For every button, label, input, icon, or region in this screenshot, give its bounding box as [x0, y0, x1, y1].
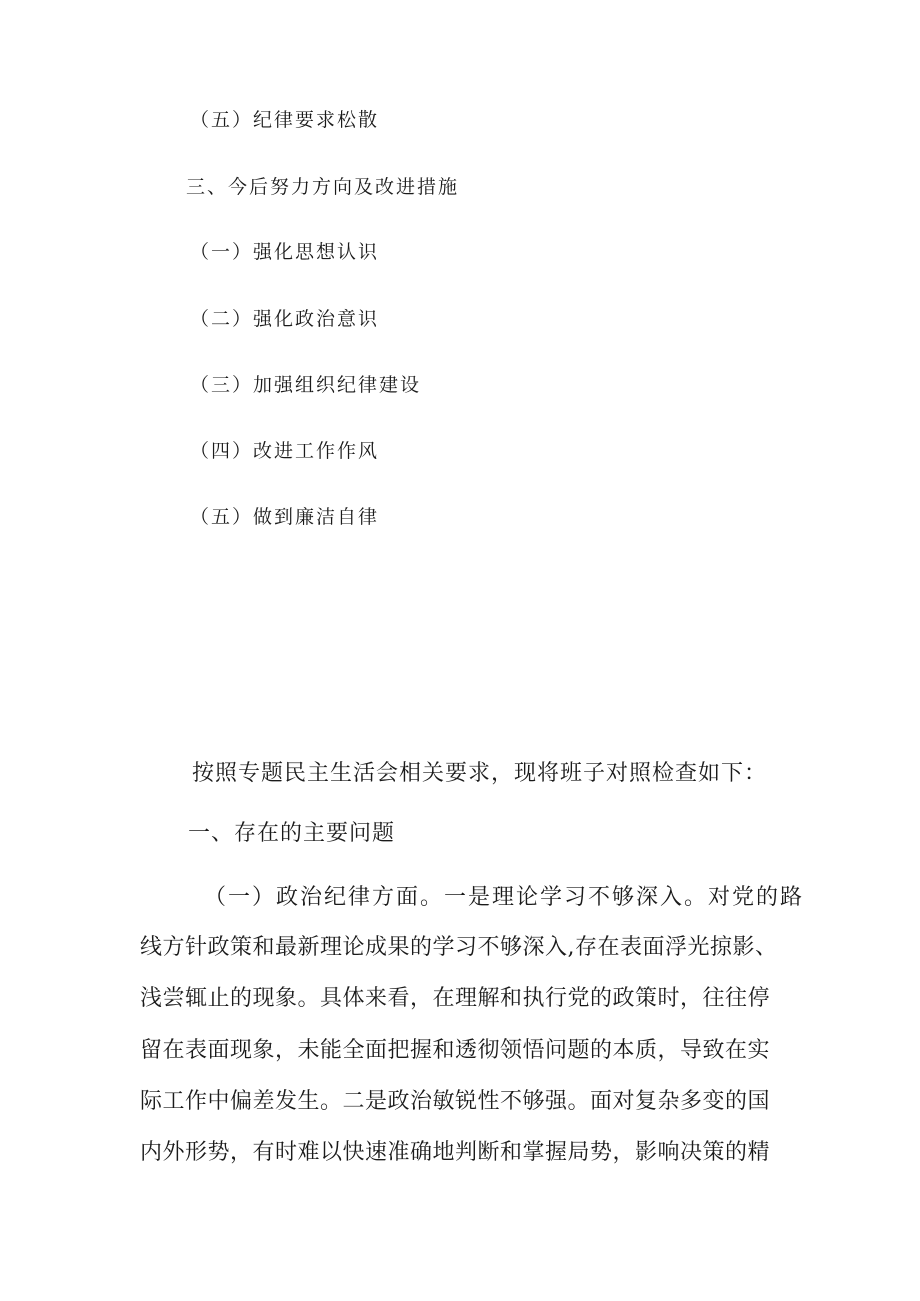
outline-item-2: （二）强化政治意识: [190, 308, 380, 330]
report-section-1-title: 一、存在的主要问题: [188, 821, 396, 846]
paragraph-line: 内外形势，有时难以快速准确地判断和掌握局势，影响决策的精: [140, 1140, 771, 1165]
paragraph-line: （一）政治纪律方面。一是理论学习不够深入。对党的路: [204, 885, 805, 910]
paragraph-line: 线方针政策和最新理论成果的学习不够深入,存在表面浮光掠影、: [140, 935, 778, 960]
paragraph-line: 际工作中偏差发生。二是政治敏锐性不够强。面对复杂多变的国: [140, 1089, 771, 1114]
outline-item-3: （三）加强组织纪律建设: [190, 374, 422, 396]
report-intro: 按照专题民主生活会相关要求，现将班子对照检查如下：: [192, 761, 768, 786]
outline-item-discipline-lax: （五）纪律要求松散: [190, 109, 380, 131]
paragraph-line: 浅尝辄止的现象。具体来看，在理解和执行党的政策时，往往停: [140, 986, 771, 1011]
outline-item-5: （五）做到廉洁自律: [190, 506, 380, 528]
outline-item-4: （四）改进工作作风: [190, 440, 380, 462]
paragraph-line: 留在表面现象，未能全面把握和透彻领悟问题的本质，导致在实: [140, 1038, 771, 1063]
outline-item-1: （一）强化思想认识: [190, 241, 380, 263]
outline-section-3-title: 三、今后努力方向及改进措施: [186, 176, 460, 198]
